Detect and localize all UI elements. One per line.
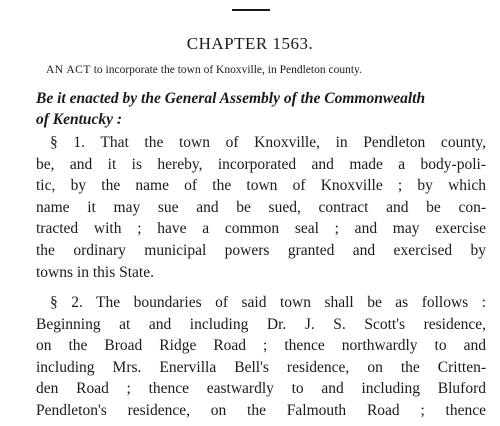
act-title-caps: AN ACT <box>46 64 91 76</box>
section-line: Pendleton's residence, on the Falmouth Road ; thence <box>36 401 486 419</box>
section-line: the ordinary municipal powers granted and exercised by <box>36 241 486 259</box>
section-line: Beginning at and including Dr. J. S. Scott's residence, <box>36 315 486 333</box>
top-rule <box>232 9 270 11</box>
section-line: towns in this State. <box>36 263 154 281</box>
section-line: be, and it is hereby, incorporated and made a body-poli- <box>36 155 486 173</box>
enacting-line: Be it enacted by the General Assembly of the Commonwealth <box>36 90 426 107</box>
chapter-title: CHAPTER 1563. <box>186 34 314 53</box>
enacting-clause <box>36 88 486 130</box>
section-line: den Road ; thence eastwardly to and including Bluford <box>36 380 486 398</box>
section-2-paragraph <box>36 292 486 422</box>
act-title-rest: to incorporate the town of Knoxville, in Pendleton county. <box>90 64 362 76</box>
section-1-paragraph <box>36 132 486 283</box>
section-line: on the Broad Ridge Road ; thence northwardly to and <box>36 337 486 355</box>
section-line: § 1. That the town of Knoxville, in Pendleton county, <box>50 134 486 151</box>
section-line: including Mrs. Enervilla Bell's residence, on the Critten- <box>36 358 486 376</box>
section-line: name it may sue and be sued, contract and be con- <box>36 198 486 216</box>
section-line: § 2. The boundaries of said town shall be as follows : <box>50 294 486 311</box>
act-title <box>46 64 362 76</box>
section-line: tic, by the name of the town of Knoxville ; by which <box>36 177 486 195</box>
section-line: tracted with ; have a common seal ; and may exercise <box>36 220 486 238</box>
enacting-line: of Kentucky : <box>36 111 123 128</box>
